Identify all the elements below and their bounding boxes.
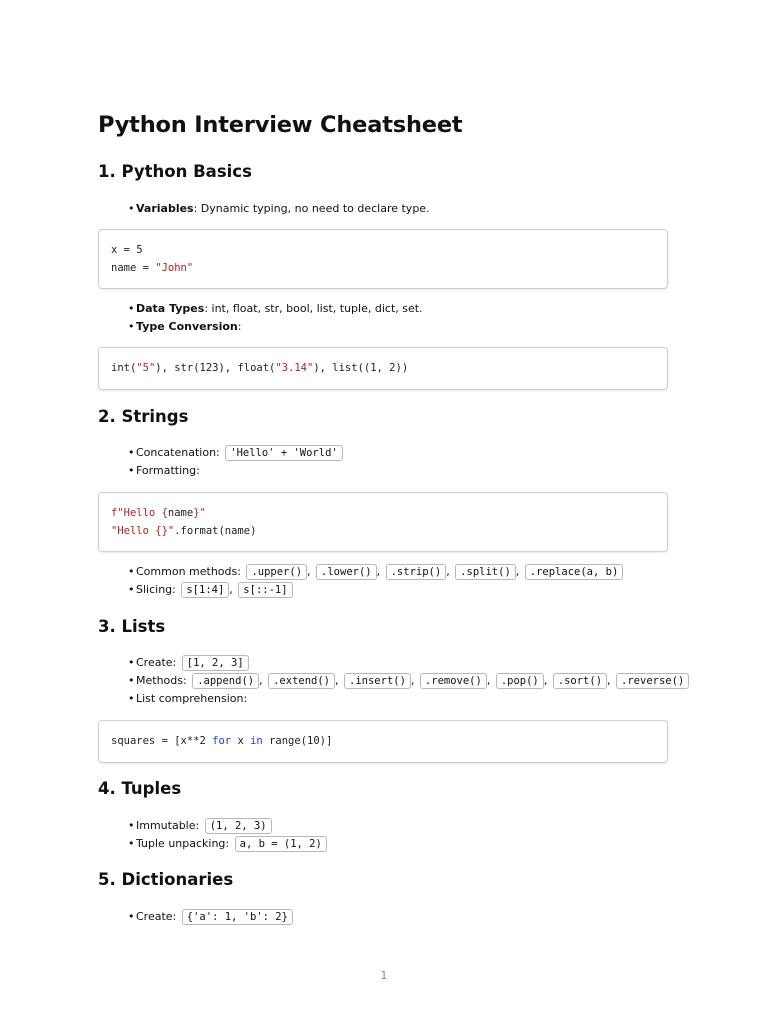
code-line: [111, 732, 655, 750]
unpacking-label: Tuple unpacking:: [136, 837, 233, 850]
inline-code: .reverse(): [616, 673, 689, 689]
code-text: x: [231, 735, 251, 747]
comprehension-label: List comprehension:: [136, 692, 248, 705]
immutable-label: Immutable:: [136, 819, 203, 832]
inline-code: .remove(): [420, 673, 487, 689]
inline-code: .upper(): [246, 564, 307, 580]
inline-code: [1, 2, 3]: [182, 655, 249, 671]
variables-label: Variables: [136, 202, 194, 215]
code-text: name: [167, 507, 194, 519]
section-heading-strings: 2. Strings: [98, 407, 189, 426]
inline-code: .split(): [455, 564, 516, 580]
code-keyword: for: [212, 735, 232, 747]
inline-code: .sort(): [553, 673, 607, 689]
variables-text: : Dynamic typing, no need to declare type.: [193, 202, 430, 215]
code-string: }": [193, 507, 206, 519]
list-item: • Common methods: .upper() , .lower() , .strip() , .split() , .replace(a, b): [98, 563, 670, 581]
code-text: ), list((1, 2)): [313, 362, 409, 374]
code-string: "John": [155, 262, 194, 274]
code-text: name =: [111, 262, 156, 274]
slicing-label: Slicing:: [136, 583, 180, 596]
code-line: [111, 504, 655, 522]
list-item: • Type Conversion:: [128, 320, 242, 333]
list-item: • Tuple unpacking: a, b = (1, 2): [98, 835, 670, 853]
create-label: Create:: [136, 910, 180, 923]
code-text: .format(name): [174, 525, 257, 537]
code-string: "Hello {}": [111, 525, 175, 537]
list-item: • Variables: Dynamic typing, no need to declare type.: [128, 202, 430, 215]
basics-list-2: [98, 300, 670, 336]
formatting-label: Formatting:: [136, 464, 200, 477]
list-item: • Create: {'a': 1, 'b': 2}: [98, 908, 670, 926]
section-heading-basics: 1. Python Basics: [98, 162, 252, 181]
create-label: Create:: [136, 656, 180, 669]
code-line: x = 5: [111, 244, 143, 256]
page-number: 1: [380, 970, 388, 982]
type-conversion-text: :: [237, 320, 242, 333]
code-string: "3.14": [275, 362, 314, 374]
inline-code: {'a': 1, 'b': 2}: [182, 909, 293, 925]
methods-label: Methods:: [136, 674, 191, 687]
dicts-list: [98, 908, 670, 926]
inline-code: 'Hello' + 'World': [225, 445, 342, 461]
inline-code: .replace(a, b): [525, 564, 624, 580]
strings-list-2: [98, 563, 670, 599]
code-text: int(: [111, 362, 137, 374]
inline-code: .strip(): [386, 564, 447, 580]
data-types-label: Data Types: [136, 302, 205, 315]
code-block-formatting: [98, 492, 668, 552]
list-item: • Concatenation: 'Hello' + 'World': [98, 444, 670, 462]
tuples-list: [98, 817, 670, 853]
code-keyword: in: [250, 735, 263, 747]
inline-code: .insert(): [344, 673, 411, 689]
methods-label: Common methods:: [136, 565, 245, 578]
inline-code: .extend(): [268, 673, 335, 689]
code-text: range(10)]: [262, 735, 333, 747]
list-item: • Formatting:: [128, 464, 200, 477]
list-item: • Methods: .append() , .extend() , .insert() , .remove() , .pop() , .sort() , .reverse(): [98, 672, 670, 690]
page-title: Python Interview Cheatsheet: [98, 112, 463, 138]
code-block-variables: [98, 229, 668, 289]
inline-code: s[1:4]: [181, 582, 229, 598]
list-item: • List comprehension:: [128, 692, 248, 705]
concat-label: Concatenation:: [136, 446, 224, 459]
code-line: [111, 259, 655, 277]
list-item: • Immutable: (1, 2, 3): [98, 817, 670, 835]
inline-code: a, b = (1, 2): [235, 836, 327, 852]
code-line: [111, 522, 655, 540]
code-text: ), str(123), float(: [155, 362, 276, 374]
inline-code: .pop(): [496, 673, 544, 689]
inline-code: s[::-1]: [238, 582, 292, 598]
section-heading-dictionaries: 5. Dictionaries: [98, 870, 234, 889]
list-item: • Data Types: int, float, str, bool, list, tuple, dict, set.: [128, 302, 423, 315]
code-text: squares = [x**2: [111, 735, 213, 747]
code-line: [111, 359, 655, 377]
data-types-text: : int, float, str, bool, list, tuple, dict, set.: [204, 302, 423, 315]
code-block-conversion: [98, 347, 668, 390]
list-item: • Slicing: s[1:4] , s[::-1]: [98, 581, 670, 599]
code-string: "5": [136, 362, 156, 374]
code-string: f"Hello {: [111, 507, 168, 519]
inline-code: (1, 2, 3): [205, 818, 272, 834]
lists-list: [98, 654, 685, 708]
inline-code: .lower(): [316, 564, 377, 580]
section-heading-tuples: 4. Tuples: [98, 779, 182, 798]
basics-list-1: [98, 200, 670, 218]
code-block-comprehension: [98, 720, 668, 763]
list-item: • Create: [1, 2, 3]: [98, 654, 670, 672]
type-conversion-label: Type Conversion: [136, 320, 238, 333]
inline-code: .append(): [192, 673, 259, 689]
section-heading-lists: 3. Lists: [98, 617, 166, 636]
strings-list-1: [98, 444, 670, 480]
